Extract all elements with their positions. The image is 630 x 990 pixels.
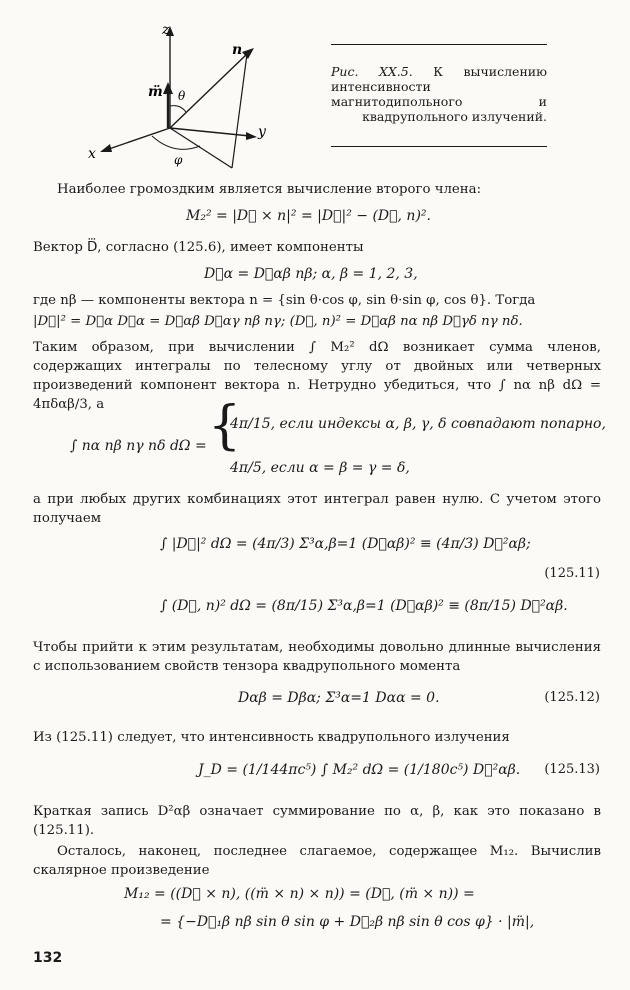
coordinate-figure bbox=[82, 10, 292, 170]
label-z: z bbox=[162, 22, 170, 38]
figure-caption bbox=[331, 64, 547, 124]
page-number: 132 bbox=[33, 950, 63, 966]
paragraph-3b: |D⃛|² = D⃛α D⃛α = D⃛αβ D⃛αγ nβ nγ; (D⃛, n)² = D⃛αβ nα nβ D⃛γδ nγ nδ. bbox=[33, 314, 523, 329]
paragraph-3: где nβ — компоненты вектора n = {sin θ·cos φ, sin θ·sin φ, cos θ}. Тогда bbox=[33, 293, 536, 308]
paragraph-8: Краткая запись D²αβ означает суммирование по α, β, как это показано в (125.11). bbox=[33, 804, 601, 838]
equation-intensity: J_D = (1/144πc⁵) ∫ M₂² dΩ = (1/180c⁵) D⃛²αβ. bbox=[198, 762, 521, 778]
paragraph-7: Из (125.11) следует, что интенсивность квадрупольного излучения bbox=[33, 730, 510, 745]
paragraph-2: Вектор D⃛, согласно (125.6), имеет компоненты bbox=[33, 240, 364, 255]
equation-m2: M₂² = |D⃛ × n|² = |D⃛|² − (D⃛, n)². bbox=[186, 208, 431, 224]
equation-m12-a: M₁₂ = ((D⃛ × n), ((m̈ × n) × n)) = (D⃛, (m̈ × n)) = bbox=[124, 886, 475, 902]
eqno-125-12: (125.12) bbox=[544, 690, 600, 705]
equation-integral-dn2: ∫ (D⃛, n)² dΩ = (8π/15) Σ³α,β=1 (D⃛αβ)² ≡ (8π/15) D⃛²αβ. bbox=[160, 598, 568, 614]
equation-quadrupole-props: Dαβ = Dβα; Σ³α=1 Dαα = 0. bbox=[238, 690, 440, 706]
paragraph-6: Чтобы прийти к этим результатам, необходимы довольно длинные вычисления с использованием свойств тензора квадрупольного момента bbox=[33, 640, 601, 674]
label-y: y bbox=[258, 124, 266, 140]
equation-case-1: 4π/15, если индексы α, β, γ, δ совпадают попарно, bbox=[230, 416, 606, 432]
paragraph-5: а при любых других комбинациях этот интеграл равен нулю. С учетом этого получаем bbox=[33, 492, 601, 526]
paragraph-4: Таким образом, при вычислении ∫ M₂² dΩ возникает сумма членов, содержащих интегралы по телесному углу от двойных или четверных произведений компонент вектора n. Нетрудно убедиться, что ∫ nα nβ dΩ = 4πδαβ/3, а bbox=[33, 340, 601, 412]
equation-case-2: 4π/5, если α = β = γ = δ, bbox=[230, 460, 410, 476]
eqno-125-13: (125.13) bbox=[544, 762, 600, 777]
eqno-125-11: (125.11) bbox=[544, 566, 600, 581]
caption-body: К вычислению интенсивности магнитодипольного и квадрупольного излучений. bbox=[331, 64, 547, 124]
caption-lead: Рис. XX.5. bbox=[331, 64, 413, 79]
equation-4fold-left: ∫ nα nβ nγ nδ dΩ = bbox=[70, 438, 207, 454]
equation-m12-b: = {−D⃛₁β nβ sin θ sin φ + D⃛₂β nβ sin θ cos φ} · |m̈|, bbox=[160, 914, 535, 930]
equation-components: D⃛α = D⃛αβ nβ; α, β = 1, 2, 3, bbox=[204, 266, 418, 282]
axes-diagram bbox=[82, 10, 292, 170]
label-x: x bbox=[88, 146, 96, 162]
label-n: n bbox=[232, 42, 243, 58]
equation-integral-d2: ∫ |D⃛|² dΩ = (4π/3) Σ³α,β=1 (D⃛αβ)² ≡ (4π/3) D⃛²αβ; bbox=[160, 536, 531, 552]
label-m: m̈ bbox=[148, 84, 163, 100]
piecewise-brace: { bbox=[208, 396, 242, 456]
paragraph-1: Наиболее громоздким является вычисление второго члена: bbox=[57, 182, 482, 197]
label-phi: φ bbox=[174, 153, 183, 167]
caption-rule-top bbox=[331, 44, 547, 45]
label-theta: θ bbox=[178, 89, 186, 103]
paragraph-9: Осталось, наконец, последнее слагаемое, содержащее M₁₂. Вычислив скалярное произведение bbox=[33, 844, 601, 878]
caption-rule-bottom bbox=[331, 146, 547, 147]
